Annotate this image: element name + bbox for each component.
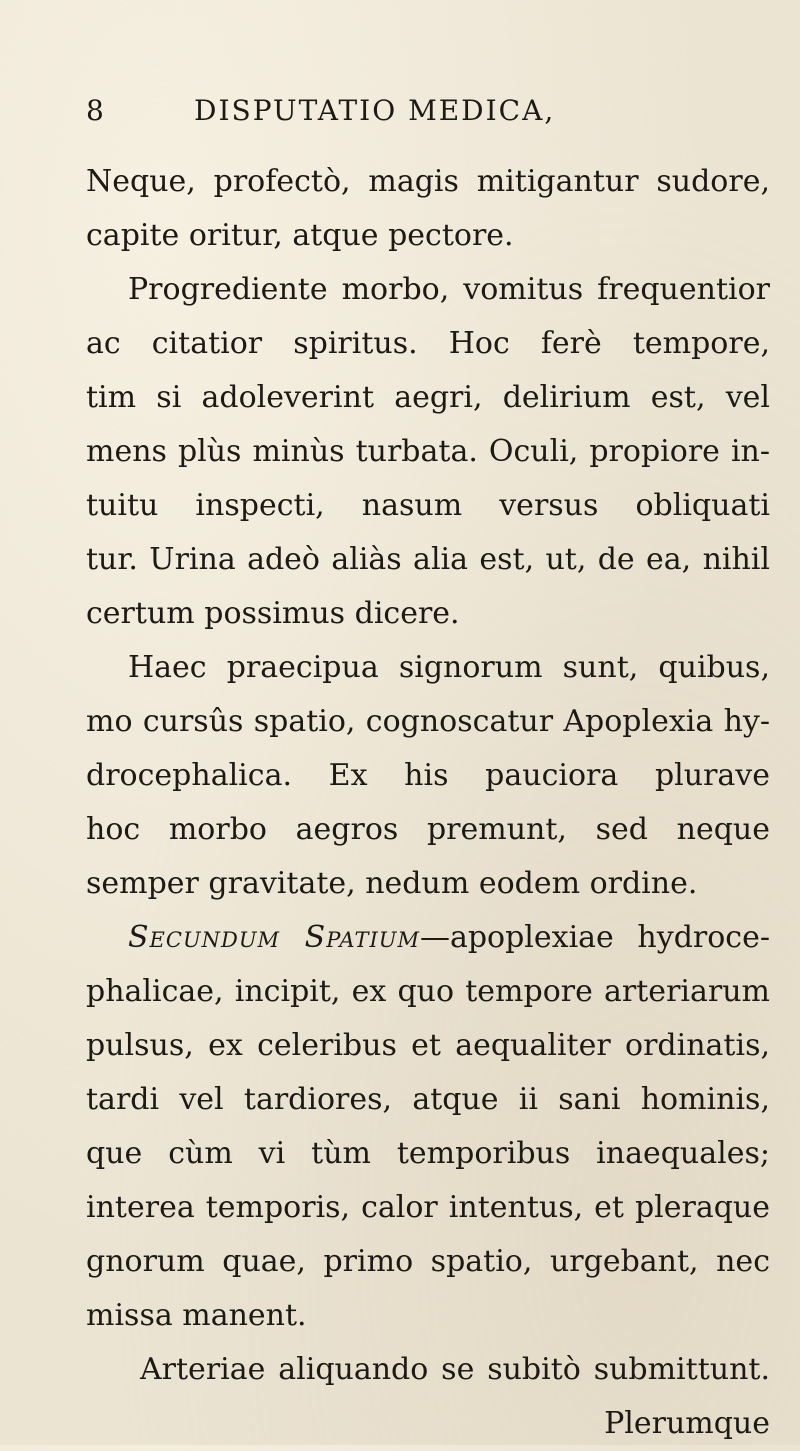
text-line: Neque, profectò, magis mitigantur sudore,: [86, 164, 770, 199]
text-line: Secundum Spatium—apoplexiae hydroce-: [128, 920, 770, 955]
text-line: Arteriae aliquando se subitò submittunt.: [140, 1352, 770, 1387]
text-line: drocephalica. Ex his pauciora plurave: [86, 758, 770, 793]
text-line: certum possimus dicere.: [86, 596, 460, 631]
text-line: Progrediente morbo, vomitus frequentior: [128, 272, 770, 307]
text-line: interea temporis, calor intentus, et pleraque: [86, 1190, 770, 1225]
text-line: capite oritur, atque pectore.: [86, 218, 514, 253]
body-text: [70, 155, 770, 1451]
text-line: ac citatior spiritus. Hoc ferè tempore,: [86, 326, 770, 361]
text-line: phalicae, incipit, ex quo tempore arteriarum: [86, 974, 770, 1009]
text-line: mo cursûs spatio, cognoscatur Apoplexia hy-: [86, 704, 770, 739]
text-line: pulsus, ex celeribus et aequaliter ordinatis,: [86, 1028, 770, 1063]
text-line: tim si adoleverint aegri, delirium est, vel: [86, 380, 770, 415]
text-line: Haec praecipua signorum sunt, quibus,: [128, 650, 770, 685]
section-heading: Secundum Spatium: [128, 920, 420, 955]
running-title: DISPUTATIO MEDICA,: [194, 94, 556, 127]
catchword: Plerumque: [604, 1406, 770, 1441]
text-line: hoc morbo aegros premunt, sed neque: [86, 812, 770, 847]
text-line: que cùm vi tùm temporibus inaequales;: [86, 1136, 770, 1171]
page-header: [70, 94, 730, 134]
text-line: missa manent.: [86, 1298, 307, 1333]
text-line: gnorum quae, primo spatio, urgebant, nec: [86, 1244, 770, 1279]
text-line: tardi vel tardiores, atque ii sani hominis,: [86, 1082, 770, 1117]
text-line: semper gravitate, nedum eodem ordine.: [86, 866, 698, 901]
page-number: 8: [86, 94, 105, 127]
text-line: tuitu inspecti, nasum versus obliquati: [86, 488, 770, 523]
text-line: tur. Urina adeò aliàs alia est, ut, de ea, nihil: [86, 542, 770, 577]
text-line: mens plùs minùs turbata. Oculi, propiore in-: [86, 434, 770, 469]
